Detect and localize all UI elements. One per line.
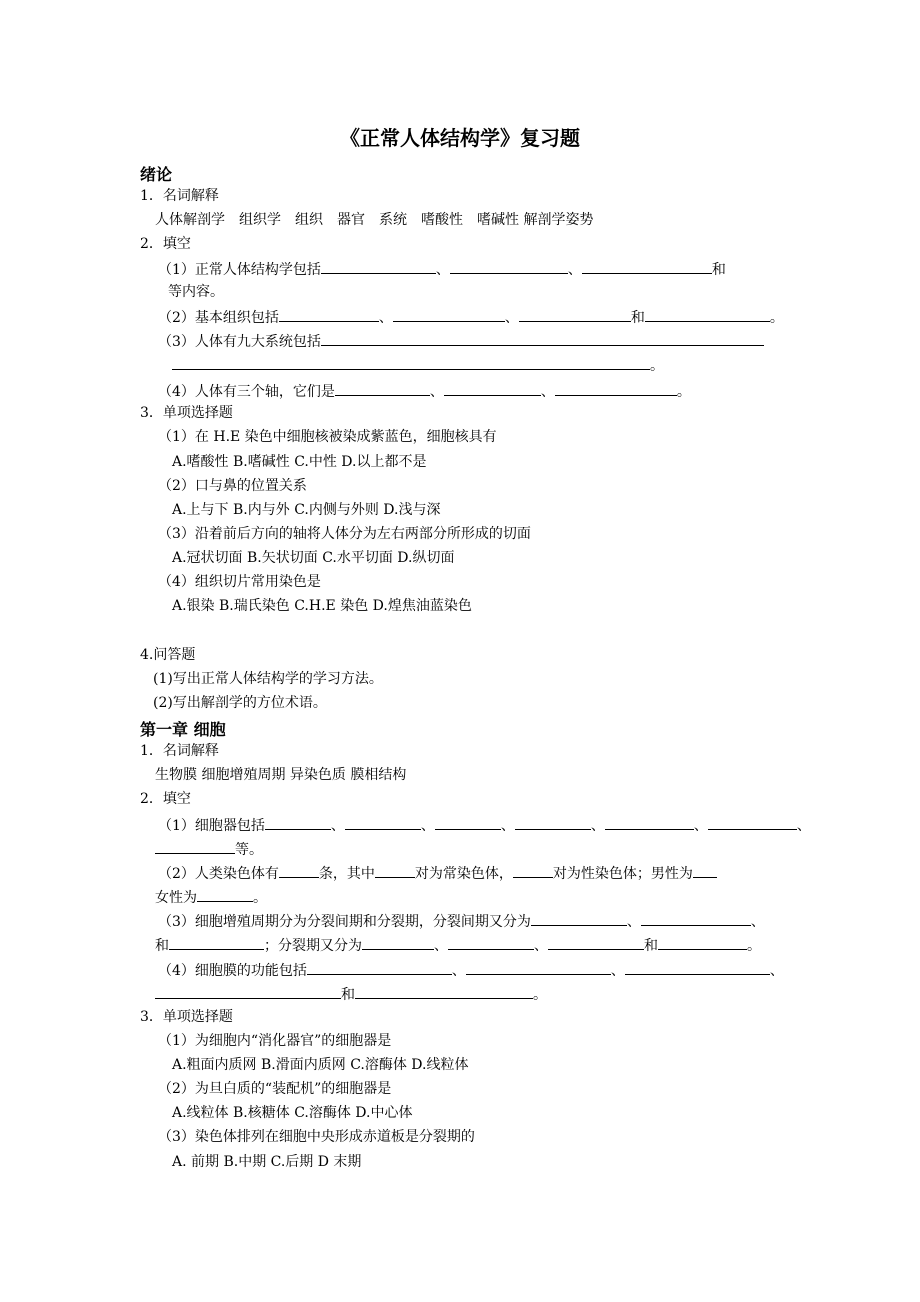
- section-heading-intro: 绪论: [140, 165, 173, 184]
- separator: 、: [693, 818, 708, 834]
- blank: [625, 960, 770, 975]
- separator: 、: [435, 262, 450, 278]
- intro-fill-4: [158, 381, 691, 401]
- separator: 、: [769, 963, 784, 979]
- blank: [548, 935, 644, 950]
- intro-fill-3-cont: [172, 355, 664, 375]
- blank: [265, 815, 331, 830]
- ch1-fill-4: [158, 960, 784, 980]
- separator: 、: [590, 818, 605, 834]
- conjunction: 和: [341, 987, 355, 1003]
- fill-text: （4）人体有三个轴，它们是: [158, 384, 335, 400]
- intro-q2-label: 2．填空: [140, 236, 191, 252]
- blank: [641, 911, 751, 926]
- intro-choice-1: （1）在 H.E 染色中细胞核被染成紫蓝色，细胞核具有: [158, 429, 497, 445]
- blank: [658, 935, 747, 950]
- blank: [515, 815, 591, 830]
- intro-choice-3-options: A.冠状切面 B.矢状切面 C.水平切面 D.纵切面: [172, 550, 455, 566]
- separator: 、: [567, 262, 582, 278]
- fill-text: ；分裂期又分为: [264, 938, 362, 954]
- blank: [513, 863, 553, 878]
- ch1-choice-3: （3）染色体排列在细胞中央形成赤道板是分裂期的: [158, 1129, 475, 1145]
- intro-q4-label: 4.问答题: [140, 647, 196, 663]
- blank: [362, 935, 434, 950]
- intro-choice-4: （4）组织切片常用染色是: [158, 574, 321, 590]
- intro-q4-item-1: (1)写出正常人体结构学的学习方法。: [153, 671, 383, 687]
- separator: 、: [451, 963, 466, 979]
- intro-q3-label: 3．单项选择题: [140, 405, 233, 421]
- conjunction: 和: [711, 262, 726, 278]
- blank: [519, 307, 631, 322]
- separator: 、: [750, 914, 765, 930]
- blank: [582, 259, 712, 274]
- ch1-fill-1-cont: [155, 839, 263, 859]
- separator: 、: [534, 938, 548, 954]
- separator: 、: [504, 310, 519, 326]
- separator: 、: [500, 818, 515, 834]
- ch1-fill-2: [158, 863, 717, 883]
- separator: 、: [626, 914, 641, 930]
- blank: [321, 331, 764, 346]
- blank: [531, 911, 627, 926]
- separator: 、: [330, 818, 345, 834]
- period: 。: [650, 358, 664, 374]
- blank: [197, 887, 253, 902]
- blank: [279, 307, 379, 322]
- blank: [169, 935, 264, 950]
- period: 。: [747, 938, 761, 954]
- ch1-fill-4-cont: [155, 984, 547, 1004]
- fill-text: （4）细胞膜的功能包括: [158, 963, 307, 979]
- fill-text: 条，其中: [318, 866, 375, 882]
- ch1-q1-terms: 生物膜 细胞增殖周期 异染色质 膜相结构: [155, 767, 407, 783]
- blank: [605, 815, 694, 830]
- separator: 、: [378, 310, 393, 326]
- ch1-choice-3-options: A. 前期 B.中期 C.后期 D 末期: [172, 1154, 362, 1170]
- blank: [435, 815, 501, 830]
- blank: [321, 259, 436, 274]
- blank: [375, 863, 415, 878]
- fill-text: （2）基本组织包括: [158, 310, 279, 326]
- blank: [645, 307, 770, 322]
- period: 。: [769, 310, 784, 326]
- ch1-choice-1-options: A.粗面内质网 B.滑面内质网 C.溶酶体 D.线粒体: [172, 1057, 469, 1073]
- blank: [279, 863, 319, 878]
- blank: [450, 259, 568, 274]
- ch1-choice-1: （1）为细胞内“消化器官”的细胞器是: [158, 1033, 392, 1049]
- ch1-q1-label: 1．名词解释: [140, 743, 219, 759]
- fill-text: （3）人体有九大系统包括: [158, 334, 321, 350]
- intro-fill-3: [158, 331, 764, 351]
- blank: [307, 960, 452, 975]
- intro-q4-item-2: (2)写出解剖学的方位术语。: [153, 695, 327, 711]
- blank: [555, 381, 677, 396]
- intro-fill-1-cont: 等内容。: [168, 284, 224, 300]
- blank: [466, 960, 611, 975]
- ch1-choice-2-options: A.线粒体 B.核糖体 C.溶酶体 D.中心体: [172, 1105, 413, 1121]
- period: 。: [676, 384, 691, 400]
- blank: [345, 815, 421, 830]
- fill-text: 女性为: [155, 890, 197, 906]
- blank: [355, 984, 533, 999]
- period: 。: [253, 890, 267, 906]
- intro-fill-2: [158, 307, 784, 327]
- intro-fill-1: [158, 259, 726, 279]
- separator: 、: [429, 384, 444, 400]
- intro-choice-2: （2）口与鼻的位置关系: [158, 478, 307, 494]
- blank: [172, 355, 650, 370]
- ch1-choice-2: （2）为旦白质的“装配机”的细胞器是: [158, 1081, 392, 1097]
- ch1-q3-label: 3．单项选择题: [140, 1009, 233, 1025]
- conjunction: 和: [644, 938, 658, 954]
- blank: [708, 815, 797, 830]
- fill-text: 对为性染色体；男性为: [552, 866, 693, 882]
- fill-text: （2）人类染色体有: [158, 866, 279, 882]
- blank: [155, 839, 235, 854]
- separator: 、: [434, 938, 448, 954]
- ch1-q2-label: 2．填空: [140, 791, 191, 807]
- blank: [448, 935, 534, 950]
- period: 。: [533, 987, 547, 1003]
- intro-choice-4-options: A.银染 B.瑞氏染色 C.H.E 染色 D.煌焦油蓝染色: [172, 598, 472, 614]
- page-title: 《正常人体结构学》复习题: [340, 126, 580, 150]
- intro-choice-3: （3）沿着前后方向的轴将人体分为左右两部分所形成的切面: [158, 526, 531, 542]
- blank: [335, 381, 430, 396]
- section-heading-chapter-1: 第一章 细胞: [140, 720, 226, 739]
- ch1-fill-2-cont: [155, 887, 267, 907]
- intro-q1-label: 1．名词解释: [140, 188, 219, 204]
- separator: 、: [796, 818, 811, 834]
- ch1-fill-3-cont: [155, 935, 761, 955]
- fill-text: 等。: [235, 842, 263, 858]
- separator: 、: [420, 818, 435, 834]
- blank: [393, 307, 505, 322]
- ch1-fill-3: [158, 911, 765, 931]
- fill-text: （1）细胞器包括: [158, 818, 265, 834]
- intro-q1-terms: 人体解剖学 组织学 组织 器官 系统 嗜酸性 嗜碱性 解剖学姿势: [155, 212, 594, 228]
- fill-text: 对为常染色体，: [414, 866, 513, 882]
- ch1-fill-1: [158, 815, 811, 835]
- blank: [155, 984, 341, 999]
- intro-choice-2-options: A.上与下 B.内与外 C.内侧与外则 D.浅与深: [172, 502, 441, 518]
- fill-text: （1）正常人体结构学包括: [158, 262, 321, 278]
- conjunction: 和: [155, 938, 169, 954]
- blank: [444, 381, 541, 396]
- separator: 、: [540, 384, 555, 400]
- separator: 、: [610, 963, 625, 979]
- intro-choice-1-options: A.嗜酸性 B.嗜碱性 C.中性 D.以上都不是: [172, 454, 427, 470]
- conjunction: 和: [630, 310, 645, 326]
- blank: [693, 863, 717, 878]
- fill-text: （3）细胞增殖周期分为分裂间期和分裂期，分裂间期又分为: [158, 914, 531, 930]
